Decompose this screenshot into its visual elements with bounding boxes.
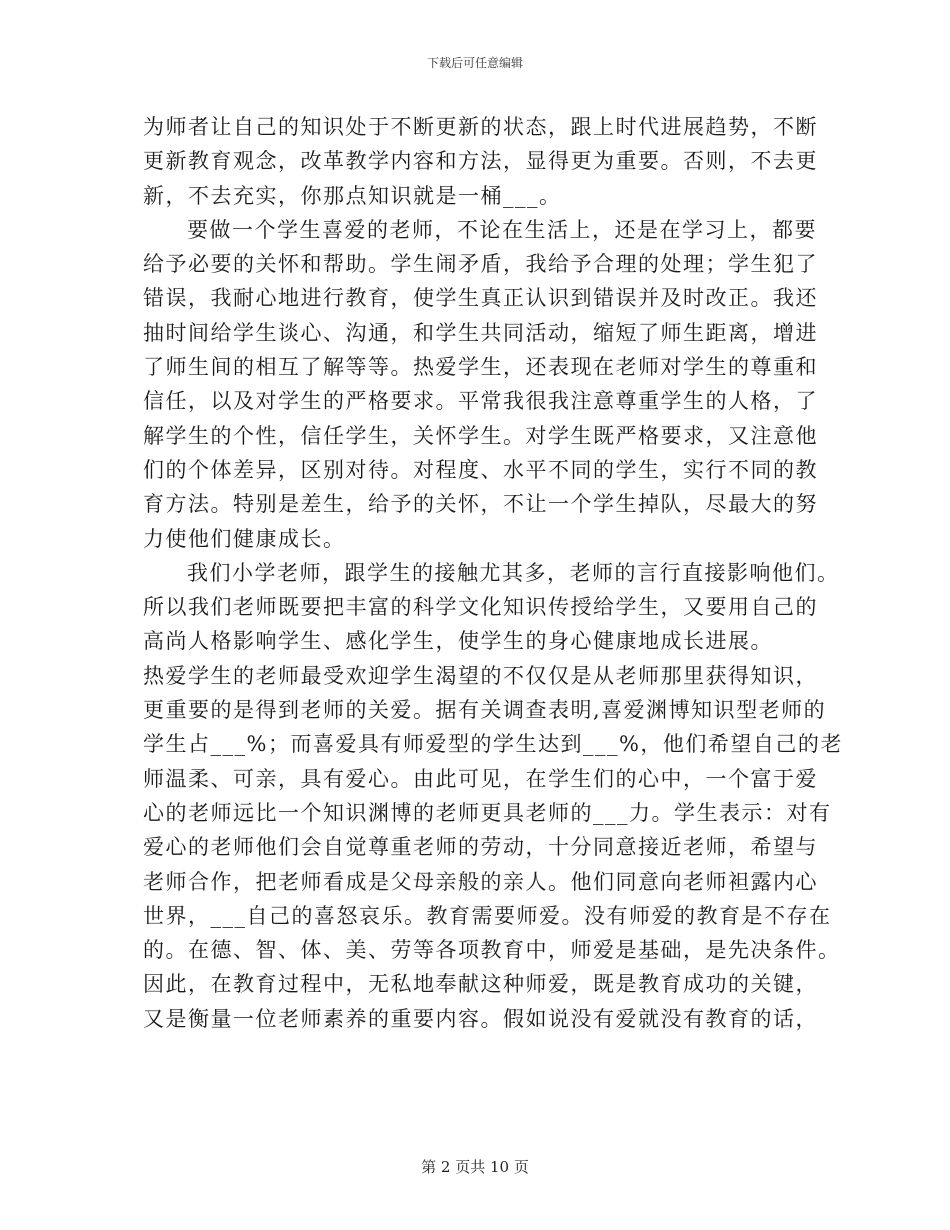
text-line: 的。在德、智、体、美、劳等各项教育中，师爱是基础，是先决条件。 bbox=[143, 938, 841, 963]
text-line: 信任，以及对学生的严格要求。平常我很我注意尊重学生的人格，了 bbox=[143, 389, 818, 414]
text-line: 热爱学生的老师最受欢迎学生渴望的不仅仅是从老师那里获得知识， bbox=[143, 663, 818, 688]
text-line: 高尚人格影响学生、感化学生，使学生的身心健康地成长进展。 bbox=[143, 629, 773, 654]
text-line: 师温柔、可亲，具有爱心。由此可见，在学生们的心中，一个富于爱 bbox=[143, 766, 818, 791]
text-line: 为师者让自己的知识处于不断更新的状态，跟上时代进展趋势，不断 bbox=[143, 115, 818, 139]
text-line: 老师合作，把老师看成是父母亲般的亲人。他们同意向老师袒露内心 bbox=[143, 869, 818, 894]
text-line: 学生占___%；而喜爱具有师爱型的学生达到___%，他们希望自己的老 bbox=[143, 732, 843, 757]
text-line: 所以我们老师既要把丰富的科学文化知识传授给学生，又要用自己的 bbox=[143, 595, 818, 620]
text-line: 爱心的老师他们会自觉尊重老师的劳动，十分同意接近老师，希望与 bbox=[143, 835, 818, 860]
document-body bbox=[143, 110, 843, 1036]
text-line: 力使他们健康成长。 bbox=[143, 526, 346, 551]
text-line: 错误，我耐心地进行教育，使学生真正认识到错误并及时改正。我还 bbox=[143, 286, 818, 311]
page-header: 下载后可任意编辑 bbox=[426, 56, 523, 70]
text-line: 们的个体差异，区别对待。对程度、水平不同的学生，实行不同的教 bbox=[143, 457, 818, 482]
text-line: 我们小学老师，跟学生的接触尤其多，老师的言行直接影响他们。 bbox=[187, 560, 840, 585]
text-line: 解学生的个性，信任学生，关怀学生。对学生既严格要求，又注意他 bbox=[143, 423, 818, 448]
text-line: 抽时间给学生谈心、沟通，和学生共同活动，缩短了师生距离，增进 bbox=[143, 320, 818, 345]
text-line: 新，不去充实，你那点知识就是一桶___。 bbox=[143, 183, 562, 208]
text-line: 更新教育观念，改革教学内容和方法，显得更为重要。否则，不去更 bbox=[143, 149, 818, 174]
text-line: 育方法。特别是差生，给予的关怀，不让一个学生掉队，尽最大的努 bbox=[143, 492, 818, 517]
text-line: 更重要的是得到老师的关爱。据有关调查表明,喜爱渊博知识型老师的 bbox=[143, 698, 827, 723]
page-footer: 第 2 页共 10 页 bbox=[421, 1158, 529, 1176]
text-line: 心的老师远比一个知识渊博的老师更具老师的___力。学生表示：对有 bbox=[143, 800, 832, 825]
text-line: 因此，在教育过程中，无私地奉献这种师爱，既是教育成功的关键， bbox=[143, 972, 818, 997]
text-line: 要做一个学生喜爱的老师，不论在生活上，还是在学习上，都要 bbox=[187, 217, 817, 242]
text-line: 了师生间的相互了解等等。热爱学生，还表现在老师对学生的尊重和 bbox=[143, 355, 818, 380]
text-line: 给予必要的关怀和帮助。学生闹矛盾，我给予合理的处理；学生犯了 bbox=[143, 252, 818, 277]
text-line: 世界，___自己的喜怒哀乐。教育需要师爱。没有师爱的教育是不存在 bbox=[143, 903, 832, 928]
text-line: 又是衡量一位老师素养的重要内容。假如说没有爱就没有教育的话， bbox=[143, 1006, 818, 1031]
